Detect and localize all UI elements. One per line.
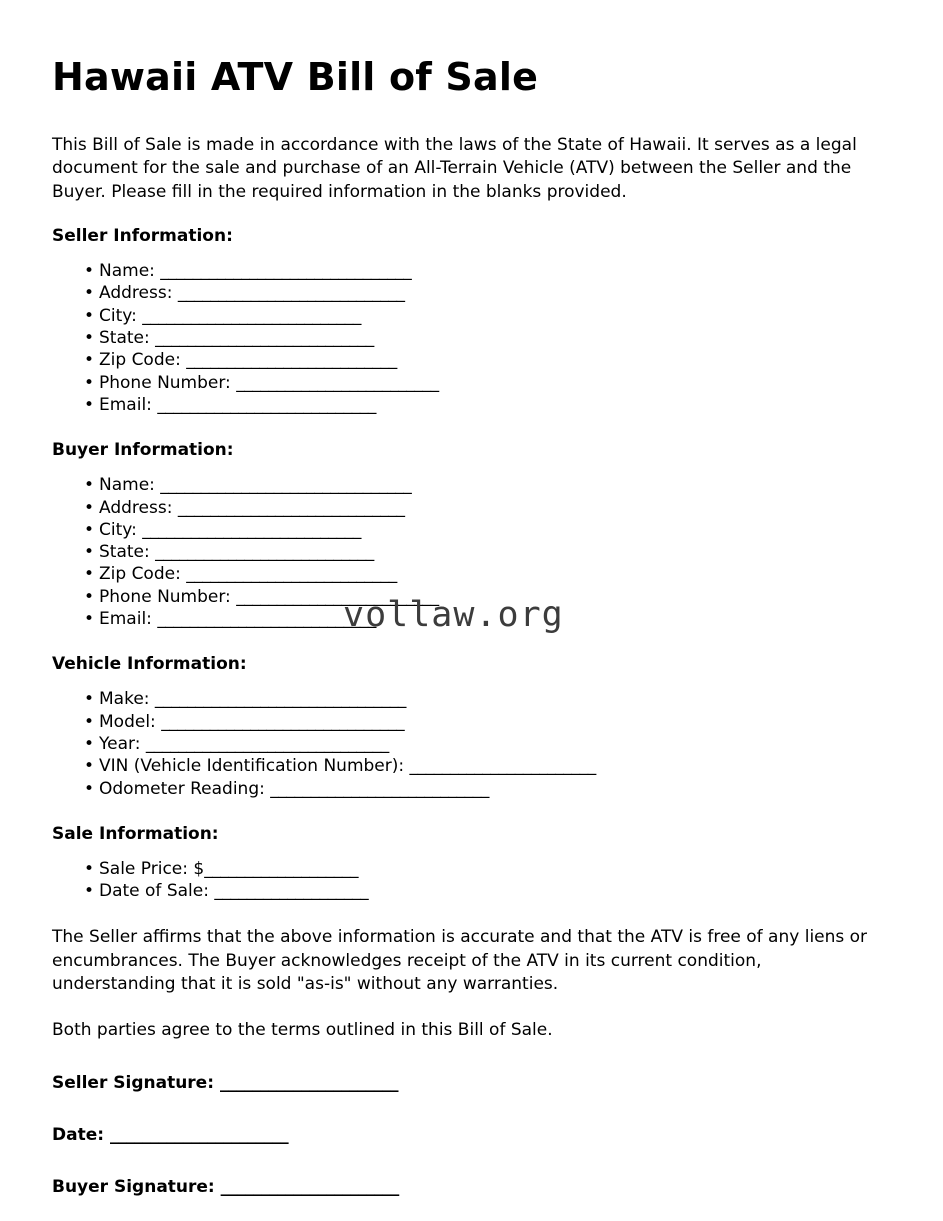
field-row[interactable] — [52, 497, 891, 519]
field-label: Date of Sale: — [99, 881, 209, 902]
field-label: City: — [99, 305, 137, 326]
field-row[interactable] — [52, 688, 891, 710]
field-blank[interactable]: _______________________________ — [160, 261, 412, 282]
field-label: Make: — [99, 689, 150, 710]
seller-signature-row[interactable] — [52, 1072, 891, 1094]
watermark: vollaw.org — [343, 595, 564, 635]
field-blank[interactable]: __________________________ — [186, 350, 397, 371]
vehicle-information-heading: Vehicle Information: — [52, 654, 247, 675]
agreement-paragraph: Both parties agree to the terms outlined in this Bill of Sale. — [52, 1019, 553, 1040]
field-row[interactable] — [52, 880, 891, 902]
vehicle-fields-list — [52, 688, 891, 799]
field-label: Odometer Reading: — [99, 778, 265, 799]
field-label: Name: — [99, 475, 155, 496]
field-label: Address: — [99, 497, 173, 518]
intro-paragraph: This Bill of Sale is made in accordance with the laws of the State of Hawaii. It serves as a legal document for the sale and purchase of an All-Terrain Vehicle (ATV) between the Seller and the Buyer. Please fill in the required information in the blanks provided. — [52, 134, 857, 202]
seller-signature-blank[interactable]: ______________________ — [219, 1073, 399, 1094]
field-row[interactable] — [52, 608, 891, 630]
field-blank[interactable]: ___________________________ — [155, 542, 374, 563]
field-row[interactable] — [52, 563, 891, 585]
field-blank[interactable]: ___________________________ — [270, 778, 489, 799]
field-blank[interactable]: _______________________ — [409, 756, 596, 777]
affirmation-paragraph: The Seller affirms that the above information is accurate and that the ATV is free of any liens or encumbrances. The Buyer acknowledges receipt of the ATV in its current condition, understanding that it is sold "as-is" without any warranties. — [52, 927, 868, 995]
seller-information-heading: Seller Information: — [52, 226, 233, 247]
buyer-signature-label: Buyer Signature: — [52, 1177, 215, 1198]
field-label: Address: — [99, 283, 173, 304]
field-row[interactable] — [52, 474, 891, 496]
field-row[interactable] — [52, 260, 891, 282]
buyer-signature-blank[interactable]: ______________________ — [220, 1177, 399, 1198]
field-label: Model: — [99, 711, 156, 732]
field-label: Phone Number: — [99, 586, 231, 607]
field-label: State: — [99, 328, 150, 349]
field-row[interactable] — [52, 394, 891, 416]
field-blank[interactable]: _______________________________ — [154, 689, 407, 710]
date-label: Date: — [52, 1125, 105, 1146]
field-blank[interactable]: _________________________ — [236, 586, 439, 607]
field-blank[interactable]: ______________________________ — [161, 711, 405, 732]
field-blank[interactable]: ___________________ — [214, 881, 369, 902]
field-row[interactable] — [52, 711, 891, 733]
seller-fields-list — [52, 260, 891, 416]
page-title: Hawaii ATV Bill of Sale — [52, 55, 539, 99]
field-label: City: — [99, 519, 137, 540]
sale-information-heading: Sale Information: — [52, 823, 219, 844]
field-row[interactable] — [52, 858, 891, 880]
field-row[interactable] — [52, 327, 891, 349]
closing-block — [52, 926, 891, 1042]
field-blank[interactable]: ___________________________ — [142, 519, 361, 540]
field-row[interactable] — [52, 349, 891, 371]
field-label: VIN (Vehicle Identification Number): — [99, 756, 405, 777]
field-blank[interactable]: ____________________________ — [177, 283, 405, 304]
buyer-information-heading: Buyer Information: — [52, 440, 234, 461]
buyer-fields-list — [52, 474, 891, 630]
field-blank[interactable]: _________________________ — [236, 372, 439, 393]
field-blank[interactable]: ___________________________ — [155, 328, 374, 349]
field-label: Email: — [99, 609, 152, 630]
field-label: Zip Code: — [99, 564, 181, 585]
field-blank[interactable]: ____________________________ — [177, 497, 405, 518]
field-row[interactable] — [52, 755, 891, 777]
field-row[interactable] — [52, 586, 891, 608]
field-row[interactable] — [52, 305, 891, 327]
field-row[interactable] — [52, 541, 891, 563]
field-label: Email: — [99, 394, 152, 415]
field-label: Name: — [99, 261, 155, 282]
seller-signature-label: Seller Signature: — [52, 1073, 215, 1094]
field-row[interactable] — [52, 733, 891, 755]
field-row[interactable] — [52, 778, 891, 800]
field-blank[interactable]: ___________________________ — [157, 394, 377, 415]
field-label: Phone Number: — [99, 372, 231, 393]
date-blank[interactable]: ______________________ — [109, 1125, 289, 1146]
field-row[interactable] — [52, 282, 891, 304]
date-row[interactable] — [52, 1124, 891, 1146]
field-label: Year: — [99, 733, 141, 754]
field-blank[interactable]: ___________________________ — [142, 305, 361, 326]
buyer-signature-row[interactable] — [52, 1176, 891, 1198]
field-label: Zip Code: — [99, 350, 181, 371]
field-blank[interactable]: _______________________________ — [160, 475, 412, 496]
field-blank[interactable]: __________________________ — [186, 564, 397, 585]
field-row[interactable] — [52, 519, 891, 541]
signature-block — [52, 1072, 891, 1198]
field-label: Sale Price: $ — [99, 858, 205, 879]
field-blank[interactable]: ______________________________ — [145, 733, 389, 754]
field-blank[interactable]: ___________________ — [204, 858, 359, 879]
sale-fields-list — [52, 858, 891, 903]
field-label: State: — [99, 542, 150, 563]
field-row[interactable] — [52, 372, 891, 394]
field-blank[interactable]: ___________________________ — [157, 609, 377, 630]
